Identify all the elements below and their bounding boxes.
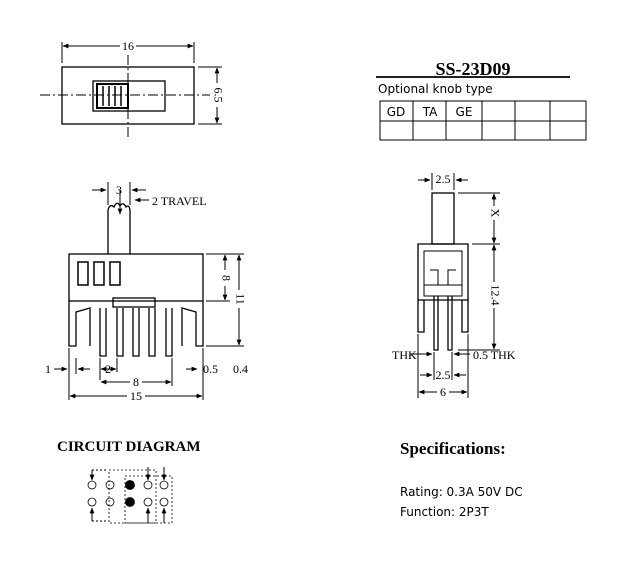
contact-a1 [88,481,96,489]
knob-cell-ta: TA [422,105,438,119]
front-dim-thk: 0.5 [203,362,218,376]
front-dim-body: 8 [219,275,234,281]
front-dim-span: 8 [133,375,139,389]
contact-common-a [126,481,135,490]
contact-b3 [144,498,152,506]
side-dim-height: 12.4 [488,284,503,306]
contact-a4 [160,481,168,489]
side-thk-right: 0.5 THK [473,348,516,362]
front-travel: 2 TRAVEL [152,194,207,208]
front-dim-thk2: 0.4 [233,362,248,376]
knob-cell-ge: GE [455,105,473,119]
knob-type-label: Optional knob type [378,82,493,96]
side-knob [432,193,454,244]
circuit-diagram [88,467,172,523]
front-dim-total-height: 11 [233,293,248,305]
side-view [410,173,503,398]
top-view-knob [97,84,128,108]
side-thk-left: THK [392,348,417,362]
front-dim-knob: 3 [116,183,122,197]
contact-a3 [144,481,152,489]
contact-b2 [106,498,114,506]
front-body [69,254,203,301]
front-dim-pin: 1 [45,362,51,376]
contact-b1 [88,498,96,506]
contact-common-b [126,498,135,507]
contact-b4 [160,498,168,506]
side-dim-x: X [488,208,503,218]
side-dim-knob: 2.5 [435,172,451,186]
top-dim-width: 16 [122,39,134,53]
knob-cell-gd: GD [386,105,406,119]
spec-rating: Rating: 0.3A 50V DC [400,485,523,499]
front-dim-total: 15 [130,389,142,403]
front-dim-pitch: 2 [105,362,111,376]
side-body [418,244,468,300]
side-dim-width: 6 [440,385,446,399]
knob-table [380,101,586,140]
circuit-title: CIRCUIT DIAGRAM [57,439,201,455]
part-number: SS-23D09 [435,59,511,79]
top-dim-height: 6.5 [211,87,226,103]
side-dim-pin-span: 2.5 [435,368,451,382]
top-view [40,42,222,138]
front-knob [108,203,130,254]
spec-title: Specifications: [400,439,506,458]
spec-function: Function: 2P3T [400,505,489,519]
contact-a2 [106,481,114,489]
